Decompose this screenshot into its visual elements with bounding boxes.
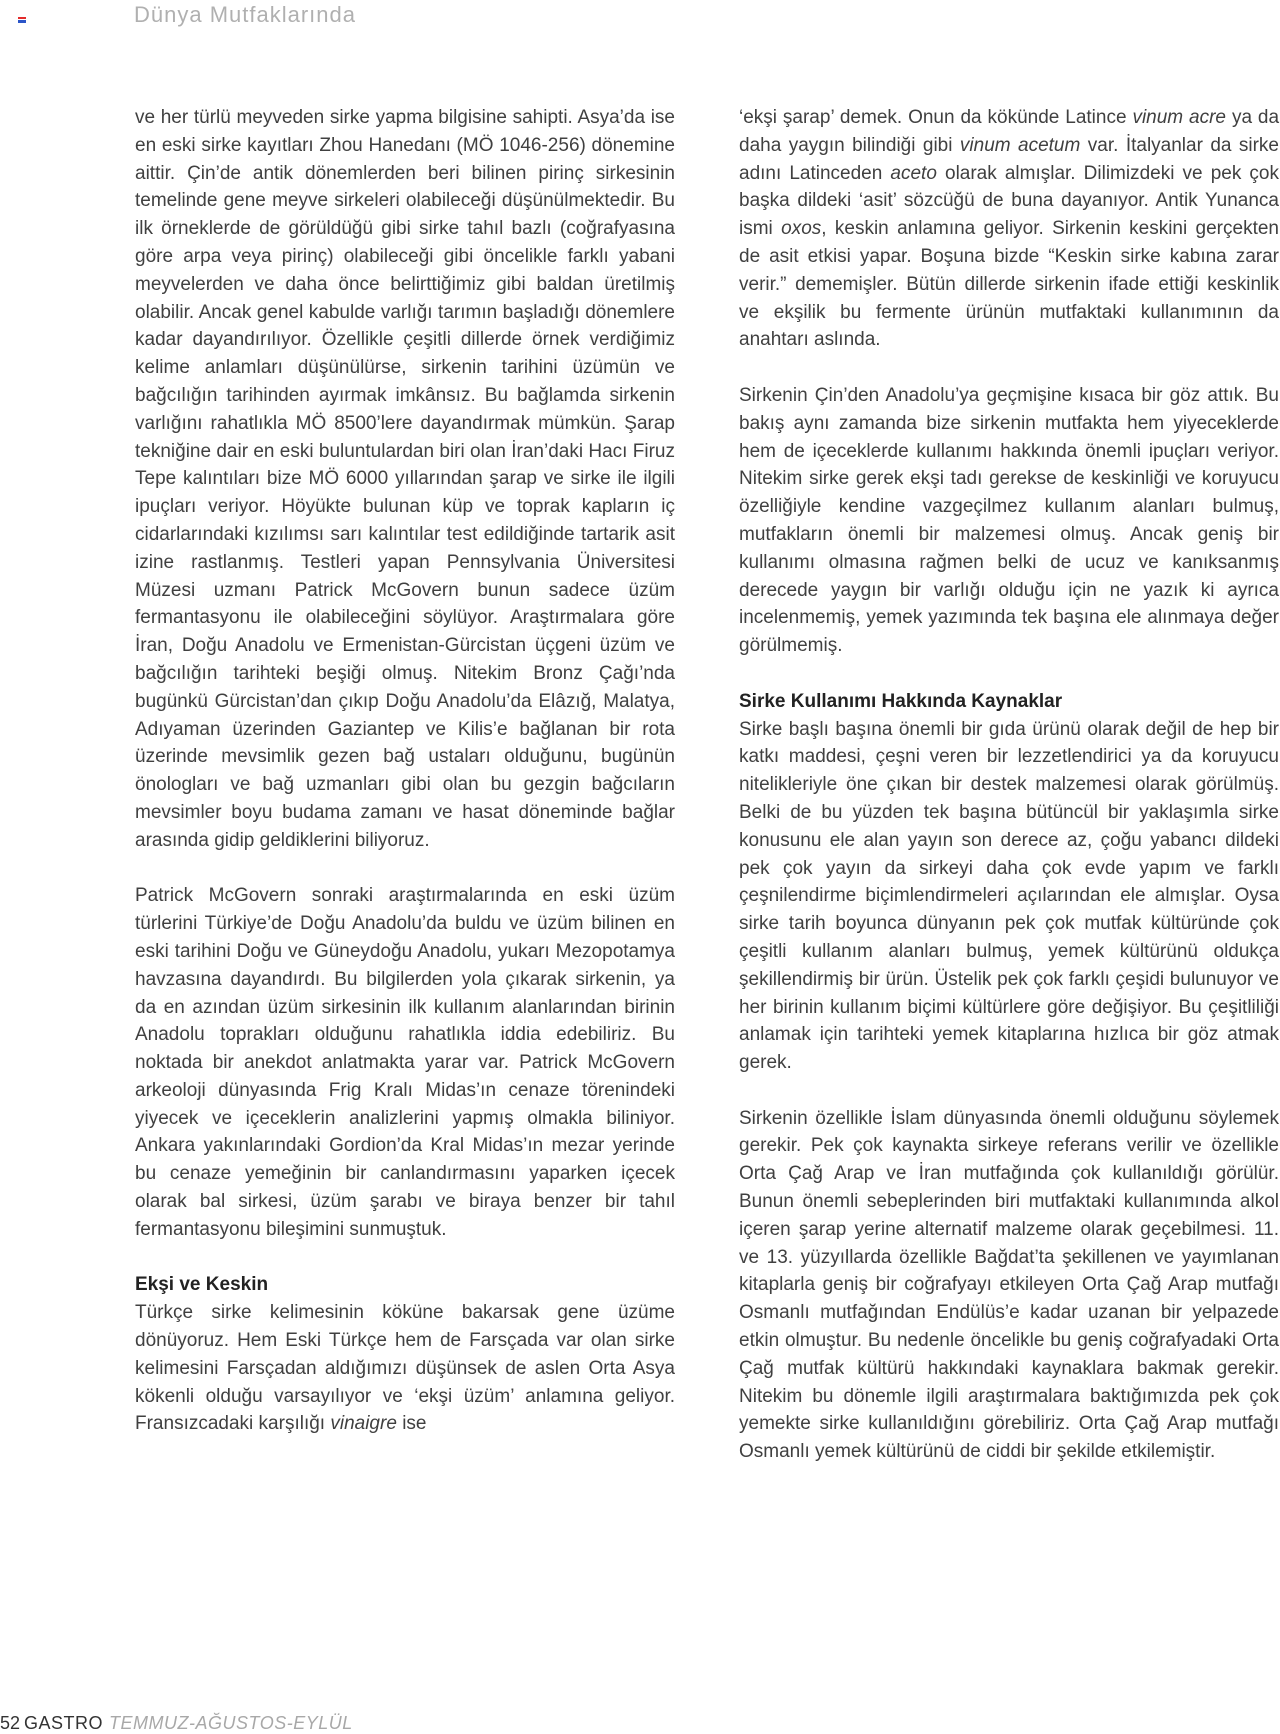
paragraph: ve her türlü meyveden sirke yapma bilgisine sahipti. Asya’da ise en eski sirke kayıtları Zhou Hanedanı (MÖ 1046-256) dönemine aittir. Çin’de antik dönemlerden beri bilinen pirinç sirkesinin temelinde gene meyve sirkeleri olabileceği düşünülmektedir. Bu ilk örneklerde de görüldüğü gibi sirke tahıl bazlı (coğrafyasına göre arpa veya pirinç) olabileceği gibi öncelikle farklı yabani meyvelerden ve daha önce belirttiğimiz gibi baldan üretilmiş olabilir. Ancak genel kabulde varlığı tarımın başladığı dönemlere kadar dayandırılıyor. Özellikle çeşitli dillerde örnek verdiğimiz kelime anlamları düşünülürse, sirkenin tarihini üzümün ve bağcılığın tarihinden ayırmak imkânsız. Bu bağlamda sirkenin varlığını rahatlıkla MÖ 8500’lere dayandırmak mümkün. Şarap tekniğine dair en eski buluntulardan biri olan İran’daki Hacı Firuz Tepe kalıntıları bize MÖ 6000 yıllarından şarap ve sirke ile ilgili ipuçları veriyor. Höyükte bulunan küp ve toprak kapların iç cidarlarındaki kızılımsı sarı kalıntılar test edildiğinde tartarik asit izine rastlanmış. Testleri yapan Pennsylvania Üniversitesi Müzesi uzmanı Patrick McGovern bunun sadece üzüm fermantasyonu ile olabileceğini söylüyor. Araştırmalara göre İran, Doğu Anadolu ve Ermenistan-Gürcistan üçgeni üzüm ve bağcılığın tarihteki beşiği olmuş. Nitekim Bronz Çağı’nda bugünkü Gürcistan’dan çıkıp Doğu Anadolu’da Elâzığ, Malatya, Adıyaman üzerinden Gaziantep ve Kilis’e bağlanan bir rota üzerinde mevsimlik gezen bağ ustaları olduğunu, bugünün önologları ve bağ uzmanları gibi olan bu gezgin bağcıların mevsimler boyu budama zamanı ve hasat döneminde bağlar arasında gidip geldiklerini biliyoruz. [135, 107, 675, 851]
flag-icon [18, 17, 26, 23]
left-column [135, 104, 675, 1438]
magazine-name: GASTRO [24, 1713, 104, 1733]
paragraph: Türkçe sirke kelimesinin köküne bakarsak gene üzüme dönüyoruz. Hem Eski Türkçe hem de Farsçada var olan sirke kelimesini Farsçadan aldığımızı düşünsek de aslen Orta Asya kökenli olduğu varsayılıyor ve ‘ekşi üzüm’ anlamına geliyor. Fransızcadaki karşılığı vinaigre ise [135, 1302, 675, 1435]
paragraph: Sirkenin Çin’den Anadolu’ya geçmişine kısaca bir göz attık. Bu bakış aynı zamanda bize sirkenin mutfakta hem yiyeceklerde hem de içeceklerde kullanımı hakkında önemli ipuçları veriyor. Nitekim sirke gerek ekşi tadı gerekse de keskinliği ve koruyucu özelliğiyle kendine vazgeçilmez kullanım alanları bulmuş, mutfakların önemli bir malzemesi olmuş. Ancak geniş bir kullanımı olmasına rağmen belki de ucuz ve kanıksanmış derecede yaygın bir varlığı olduğu için ne yazık ki ayrıca incelenmemiş, yemek yazımında tek başına ele alınmaya değer görülmemiş. [739, 384, 1279, 657]
right-column [739, 104, 1279, 1466]
page-number: 52 [0, 1713, 21, 1733]
paragraph: ‘ekşi şarap’ demek. Onun da kökünde Latince vinum acre ya da daha yaygın bilindiği gibi vinum acetum var. İtalyanlar da sirke adını Latinceden aceto olarak almışlar. Dilimizdeki ve pek çok başka dildeki ‘asit’ sözcüğü de buna dayanıyor. Antik Yunanca ismi oxos, keskin anlamına geliyor. Sirkenin keskini gerçekten de asit etkisi yapar. Boşuna bizde “Keskin sirke kabına zarar verir.” dememişler. Bütün dillerde sirkenin ifade ettiği keskinlik ve ekşilik bu fermente ürünün mutfaktaki kullanımının da anahtarı aslında. [739, 107, 1280, 351]
subheading-eksi-ve-keskin: Ekşi ve Keskin [135, 1274, 269, 1296]
section-title: Dünya Mutfaklarında [134, 2, 356, 27]
running-header [18, 0, 356, 30]
page-footer [0, 1713, 353, 1733]
subheading-sirke-kaynaklar: Sirke Kullanımı Hakkında Kaynaklar [739, 690, 1063, 712]
paragraph: Patrick McGovern sonraki araştırmalarında en eski üzüm türlerini Türkiye’de Doğu Anadolu’da buldu ve üzüm bilinen en eski tarihini Doğu ve Güneydoğu Anadolu, yukarı Mezopotamya havzasına dayandırdı. Bu bilgilerden yola çıkarak sirkenin, ya da en azından üzüm sirkesinin ilk kullanım alanlarından birinin Anadolu toprakları olduğunu rahatlıkla iddia edebiliriz. Bu noktada bir anekdot anlatmakta yarar var. Patrick McGovern arkeoloji dünyasında Frig Kralı Midas’ın cenaze törenindeki yiyecek ve içeceklerin analizlerini yapmış olmakla biliniyor. Ankara yakınlarındaki Gordion’da Kral Midas’ın mezar yerinde bu cenaze yemeğinin bir canlandırmasını yaparken içecek olarak bal sirkesi, üzüm şarabı ve biraya benzer bir tahıl fermantasyonu bileşimini sunmuştuk. [135, 885, 675, 1240]
paragraph: Sirkenin özellikle İslam dünyasında önemli olduğunu söylemek gerekir. Pek çok kaynakta sirkeye referans verilir ve özellikle Orta Çağ Arap ve İran mutfağında çok kullanıldığı görülür. Bunun önemli sebeplerinden biri mutfaktaki kullanımında alkol içeren şarap yerine alternatif malzeme olarak geçebilmesi. 11. ve 13. yüzyıllarda özellikle Bağdat’ta şekillenen ve yayımlanan kitaplarla geniş bir coğrafyayı etkileyen Orta Çağ Arap mutfağı Osmanlı mutfağından Endülüs’e kadar uzanan bir yelpazede etkin olmuştur. Bu nedenle öncelikle bu geniş coğrafyadaki Orta Çağ mutfak kültürü hakkındaki kaynaklara bakmak gerekir. Nitekim bu dönemle ilgili araştırmalara baktığımızda pek çok yemekte sirke kullanıldığını görebiliriz. Orta Çağ Arap mutfağı Osmanlı yemek kültürünü de ciddi bir şekilde etkilemiştir. [739, 1107, 1279, 1463]
paragraph: Sirke başlı başına önemli bir gıda ürünü olarak değil de hep bir katkı maddesi, çeşni veren bir lezzetlendirici ya da koruyucu nitelikleriyle öne çıkan bir destek malzemesi olarak görülmüş. Belki de bu yüzden tek başına bütüncül bir yaklaşımla sirke konusunu ele alan yayın son derece az, çoğu yabancı dildeki pek çok yayın da sirkeyi daha çok evde yapım ve farklı çeşnilendirme biçimlendirmeleri açılarından ele almışlar. Oysa sirke tarih boyunca dünyanın pek çok mutfak kültüründe çok çeşitli kullanım alanları bulmuş, yemek kültürünü oldukça şekillendirmiş bir ürün. Üstelik pek çok farklı çeşidi bulunuyor ve her birinin kullanım biçimi kültürlere göre değişiyor. Bu çeşitliliği anlamak için tarihteki yemek kitaplarına hızlıca bir göz atmak gerek. [739, 718, 1279, 1074]
issue-label: TEMMUZ-AĞUSTOS-EYLÜL [109, 1713, 353, 1733]
